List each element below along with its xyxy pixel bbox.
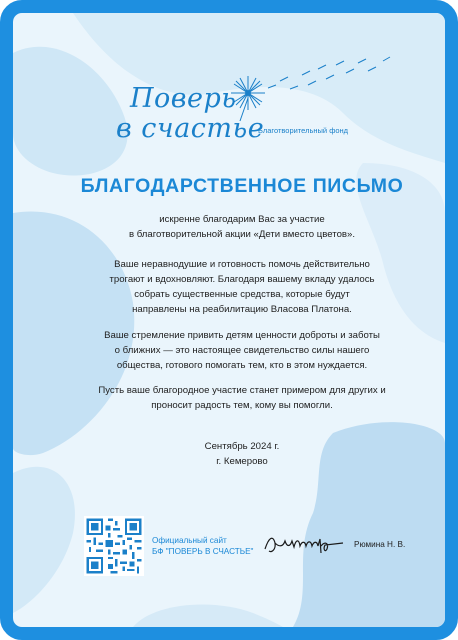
text-line: о ближних — это настоящее свидетельство силы нашего: [114, 345, 370, 356]
paragraph-3: [73, 328, 411, 373]
text-line: Ваше неравнодушие и готовность помочь действительно: [114, 259, 370, 270]
letter-title: БЛАГОДАРСТВЕННОЕ ПИСЬМО: [80, 175, 404, 197]
text-line: собрать существенные средства, которые будут: [134, 289, 350, 300]
logo: [108, 53, 398, 153]
text-line: общества, готового помогать тем, кто в этом нуждается.: [116, 360, 368, 371]
logo-text-line2: в счастье: [116, 113, 265, 144]
paragraph-1: [73, 212, 411, 242]
text-line: в благотворительной акции «Дети вместо цветов».: [128, 229, 356, 240]
text-line: Пусть ваше благородное участие станет примером для других и: [98, 385, 386, 396]
site-label: Официальный сайт: [152, 536, 227, 545]
site-name: БФ "ПОВЕРЬ В СЧАСТЬЕ": [152, 547, 254, 556]
text-line: направлены на реабилитацию Власова Платона.: [132, 304, 352, 315]
signer-name: Рюмина Н. В.: [354, 540, 406, 549]
paragraph-2: [73, 257, 411, 317]
official-site-link[interactable]: [152, 535, 253, 557]
text-line: проносит радость тем, кому вы помогли.: [151, 400, 333, 411]
logo-subtitle: Благотворительный фонд: [258, 126, 349, 135]
text-line: искренне благодарим Вас за участие: [159, 214, 325, 225]
qr-code[interactable]: [84, 516, 144, 576]
city-line: г. Кемерово: [216, 456, 268, 467]
date-line: Сентябрь 2024 г.: [204, 441, 280, 452]
handwritten-signature: [263, 529, 345, 559]
text-line: трогают и вдохновляют. Благодаря вашему вкладу удалось: [109, 274, 375, 285]
paragraph-4: [73, 383, 411, 413]
logo-text-line1: Поверь: [130, 83, 237, 114]
date-place: [73, 439, 411, 469]
dandelion-icon: [218, 53, 398, 133]
text-line: Ваше стремление привить детям ценности доброты и заботы: [104, 330, 380, 341]
